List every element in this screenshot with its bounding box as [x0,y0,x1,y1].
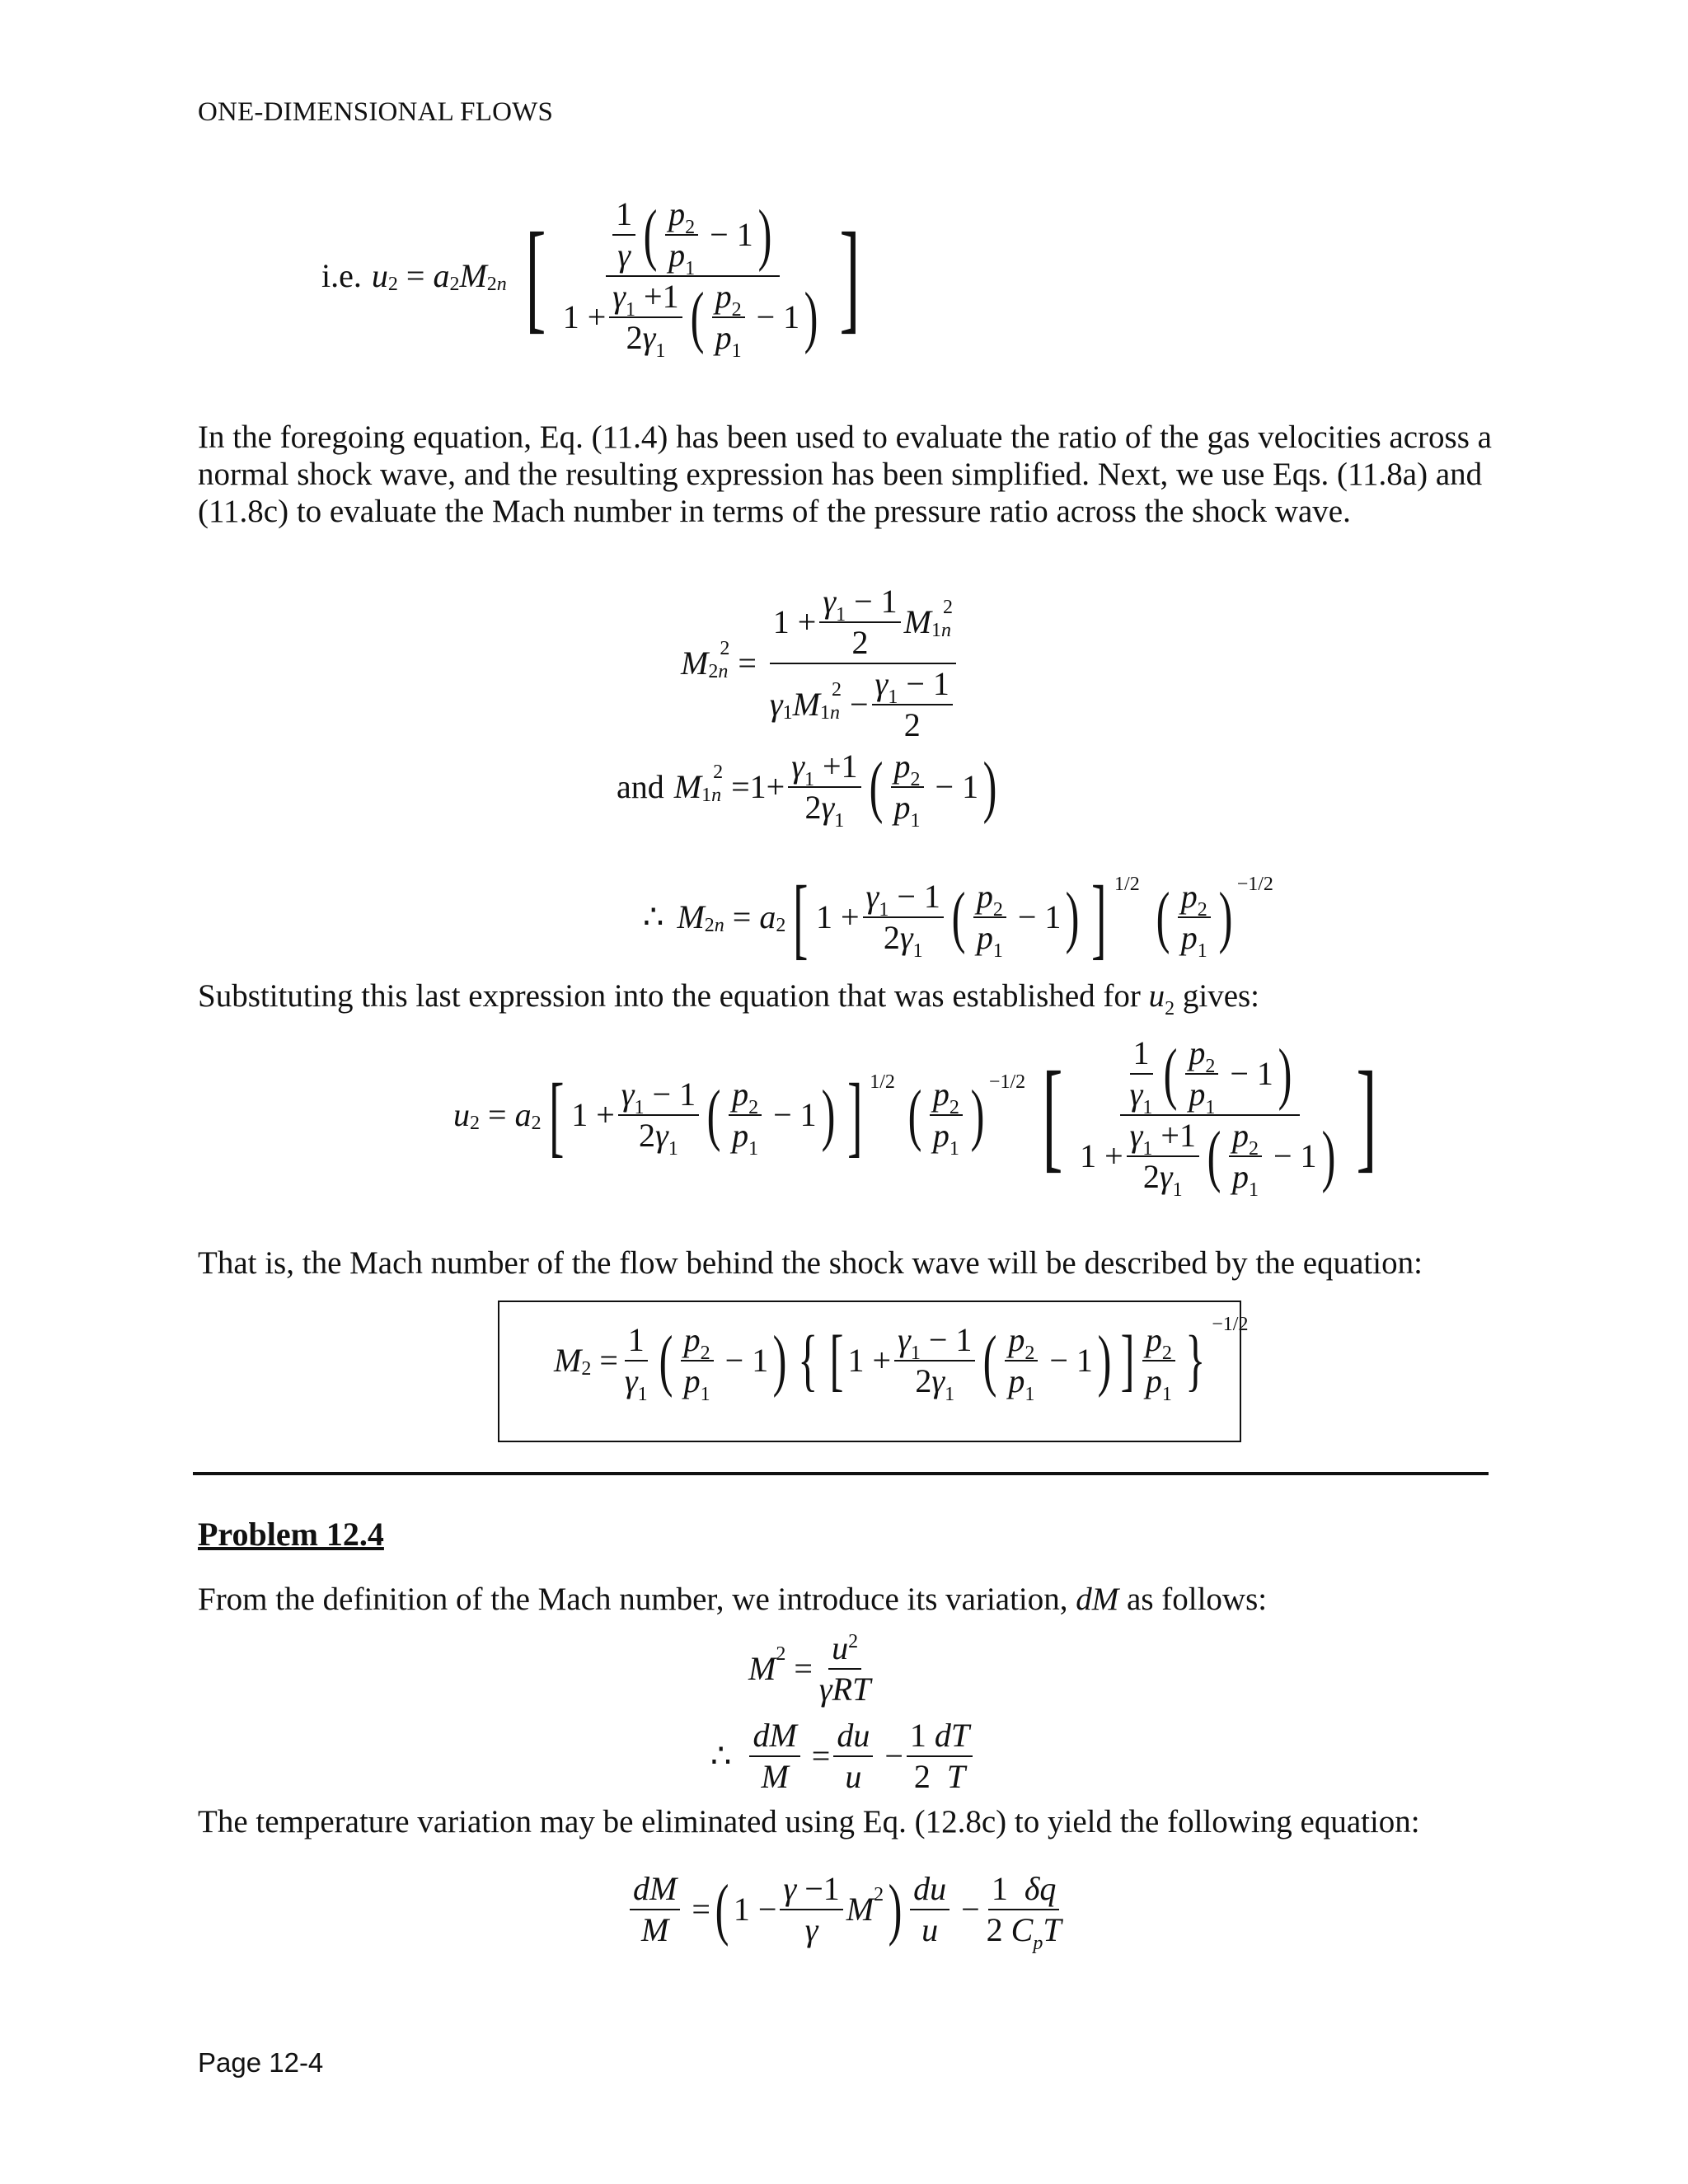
page-number: Page 12-4 [198,2047,324,2078]
section-divider [193,1472,1489,1475]
equation-u2-substituted: u 2 = a 2 [ 1 + $\frac{\gamma_1 - 1}{2\gamma_1}$ ( $\frac{p_2}{p_1}$ − 1 ) ] 1/2 ( $\frac{p_2}{p_1}$ ) −1/2 [ $\frac{1}{\gamma_1}$ ( $\frac{p_2}{p_1}$ − 1 ) 1 + $\frac{\gamma_1 +1}{2\gamma_1}$ ( $\frac{p_2}{p_1}$ − 1 ) ] [453,1034,1377,1201]
eq-prefix: i.e. [321,257,362,294]
equation-m2n: ∴ M 2n = a 2 [ 1 + $\frac{\gamma_1 - 1}{2\gamma_1}$ ( $\frac{p_2}{p_1}$ − 1 ) ] 1/2 ( $\frac{p_2}{p_1}$ ) −1/2 [643,867,1273,968]
equation-m1n-squared: and M 1n 2 =1+ $\frac{\gamma_1 +1}{2\gamma_1}$ ( $\frac{p_2}{p_1}$ − 1 ) [617,748,997,832]
equation-mach-squared: M 2 = $\frac{u^2}{\text{γRT}}$ [748,1629,871,1708]
and-word: and [617,768,664,805]
paragraph-temperature: The temperature variation may be eliminated using Eq. (12.8c) to yield the following equation: [198,1804,1420,1840]
paragraph-definition: From the definition of the Mach number, we introduce its variation, dM as follows: [198,1582,1268,1617]
paragraph-that-is: That is, the Mach number of the flow behind the shock wave will be described by the equation: [198,1245,1423,1281]
therefore-symbol: ∴ [643,898,664,935]
equation-m2n-squared: M 2n 2 = 1 + $\frac{\gamma_1 - 1}{2}$ M 1n 2 γ 1 M 1n 2 − $\frac{\gamma_1 - 1}{2}$ [681,585,963,742]
running-header: ONE-DIMENSIONAL FLOWS [198,97,554,127]
equation-dm-heat: $\frac{dM}{M}$ = ( 1 − $\frac{\gamma -1}{\gamma}$ M 2 ) $\frac{du}{u}$ − $\frac{1 \delta q}{2 C_pT}$ [626,1872,1068,1947]
equation-m2-result: M 2 = $\frac{1}{\gamma_1}$ ( $\frac{p_2}{p_1}$ − 1 ) { [ 1 + $\frac{\gamma_1 - 1}{2\gamma_1}$ ( $\frac{p_2}{p_1}$ − 1 ) ] $\frac{p_2}{p_1}$ } −1/2 [554,1314,1249,1405]
problem-title: Problem 12.4 [198,1516,384,1553]
equation-u2-velocity: i.e. u 2 = a 2 M 2n [ $\frac{1}{\gamma}$ ( $\frac{p_2}{p_1}$ − 1 ) 1 + $\frac{\gamma_1 +1}{2\gamma_1}$ ( $\frac{p_2}{p_1}$ − 1 ) ] [321,195,860,362]
paragraph-substituting: Substituting this last expression into the equation that was established for $u_2$ gives: [198,978,1260,1019]
equation-dm-over-m: ∴ $\frac{dM}{M}$ = $\frac{du}{u}$ − $\frac{1 dT}{2 T}$ [710,1719,976,1793]
paragraph-foregoing: In the foregoing equation, Eq. (11.4) has been used to evaluate the ratio of the gas velocities across a normal shock wave, and the resulting expression has been simplified. Next, we use Eqs. (11.8a) and (11.8c) to evaluate the Mach number in terms of the pressure ratio across the shock wave. [198,419,1492,529]
